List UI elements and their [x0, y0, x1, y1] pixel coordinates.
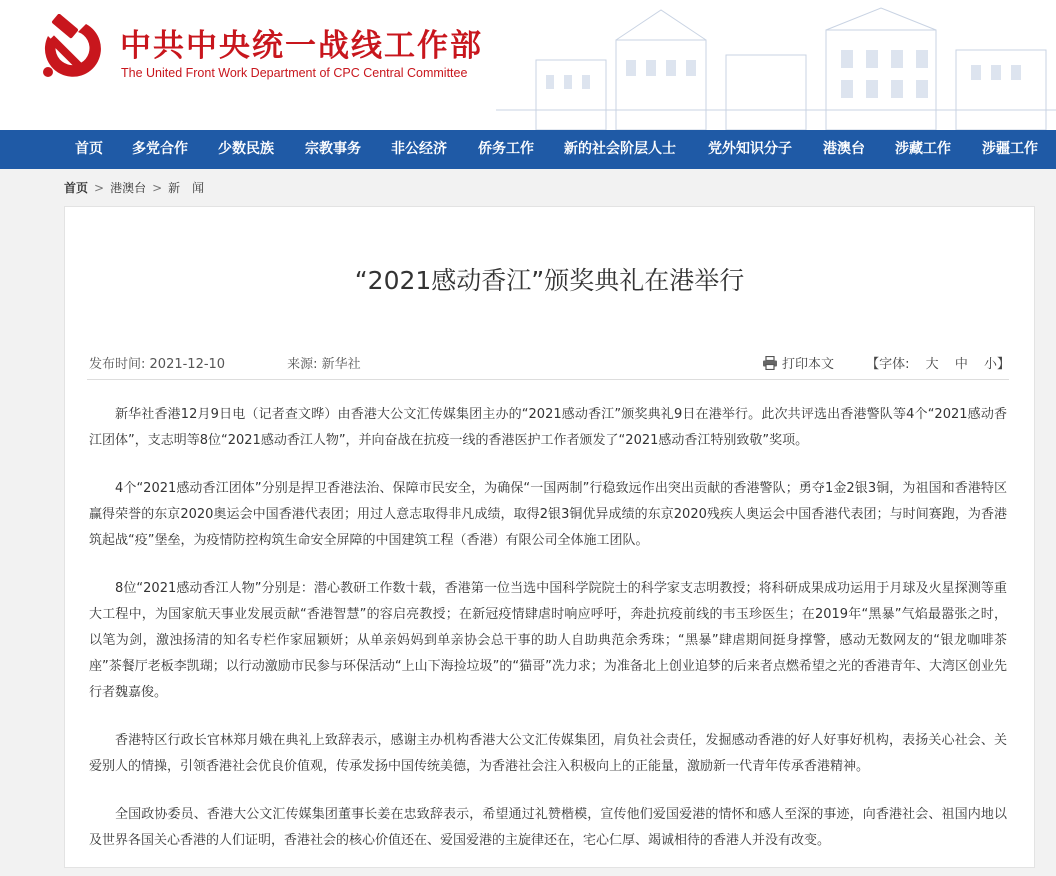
- building-illustration: [496, 0, 1056, 130]
- article-meta: [89, 353, 361, 372]
- nav-item-intellectuals[interactable]: 党外知识分子: [708, 141, 792, 157]
- article-paragraph: 新华社香港12月9日电（记者查文晔）由香港大公文汇传媒集团主办的“2021感动香江”颁奖典礼9日在港举行。此次共评选出香港警队等4个“2021感动香江团体”，支志明等8位“2021感动香江人物”，并向奋战在抗疫一线的香港医护工作者颁发了“2021感动香江特别致敬”奖项。: [89, 407, 1007, 448]
- site-title: 中共中央统一战线工作部: [120, 28, 483, 64]
- site-subtitle: The United Front Work Department of CPC Central Committee: [121, 66, 468, 80]
- print-button[interactable]: [762, 357, 838, 372]
- nav-item-home[interactable]: 首页: [75, 141, 103, 157]
- publish-label: 发布时间:: [89, 357, 146, 372]
- nav-item-ethnic[interactable]: 少数民族: [218, 141, 274, 157]
- site-header: [0, 0, 1056, 130]
- article-body: [89, 402, 1007, 876]
- source-label: 来源:: [287, 357, 318, 372]
- nav-item-new-social-strata[interactable]: 新的社会阶层人士: [564, 141, 676, 157]
- publish-date: 2021-12-10: [149, 357, 226, 372]
- nav-item-xinjiang[interactable]: 涉疆工作: [982, 141, 1038, 157]
- article-paragraph: 4个“2021感动香江团体”分别是捍卫香港法治、保障市民安全，为确保“一国两制”行稳致远作出突出贡献的香港警队；勇夺1金2银3铜，为祖国和香港特区赢得荣誉的东京2020奥运会中国香港代表团；用过人意志取得非凡成绩，取得2银3铜优异成绩的东京2020残疾人奥运会中国香港代表团；与时间赛跑，为香港筑起战“疫”堡垒，为疫情防控构筑生命安全屏障的中国建筑工程（香港）有限公司全体施工团队。: [89, 481, 1007, 548]
- source-value: 新华社: [321, 357, 361, 372]
- hammer-sickle-icon: [34, 14, 104, 84]
- print-label: 打印本文: [781, 357, 834, 372]
- breadcrumb: [64, 179, 204, 196]
- article-title: “2021感动香江”颁奖典礼在港举行: [354, 266, 745, 295]
- nav-item-hk-macao-tw[interactable]: 港澳台: [823, 141, 865, 157]
- nav-item-tibet[interactable]: 涉藏工作: [895, 141, 951, 157]
- font-size-label: 【字体:: [866, 357, 910, 372]
- font-large-button[interactable]: 大: [925, 357, 939, 372]
- article-paragraph: 香港特区行政长官林郑月娥在典礼上致辞表示，感谢主办机构香港大公文汇传媒集团，肩负社会责任，发掘感动香港的好人好事好机构，表扬关心社会、关爱别人的情操，引领香港社会优良价值观，传承发扬中国传统美德，为香港社会注入积极向上的正能量，激励新一代青年传承香港精神。: [89, 733, 1007, 774]
- nav-item-overseas[interactable]: 侨务工作: [478, 141, 534, 157]
- article-card: [64, 206, 1035, 868]
- nav-item-nonpublic-economy[interactable]: 非公经济: [391, 141, 447, 157]
- breadcrumb-news[interactable]: 新 闻: [168, 181, 205, 195]
- nav-item-religion[interactable]: 宗教事务: [305, 141, 361, 157]
- meta-divider: [87, 379, 1009, 380]
- breadcrumb-hk-macao-tw[interactable]: 港澳台: [110, 181, 147, 195]
- article-paragraph: 8位“2021感动香江人物”分别是：潜心教研工作数十载，香港第一位当选中国科学院院士的科学家支志明教授；将科研成果成功运用于月球及火星探测等重大工程中，为国家航天事业发展贡献“香港智慧”的容启亮教授；在新冠疫情肆虐时响应呼吁，奔赴抗疫前线的韦玉珍医生；在2019年“黑暴”气焰最嚣张之时，以笔为剑，激浊扬清的知名专栏作家屈颖妍；从单亲妈妈到单亲协会总干事的助人自助典范余秀珠；“黑暴”肆虐期间挺身撑警，感动无数网友的“银龙咖啡茶座”茶餐厅老板李凯瑚；以行动激励市民参与环保活动“上山下海捡垃圾”的“猫哥”冼力求；为准备北上创业追梦的后来者点燃希望之光的香港青年、大湾区创业先行者魏嘉俊。: [89, 581, 1007, 700]
- font-small-button[interactable]: 小】: [983, 357, 1010, 372]
- nav-item-multiparty[interactable]: 多党合作: [132, 141, 188, 157]
- breadcrumb-separator: >: [94, 181, 105, 195]
- font-medium-button[interactable]: 中: [954, 357, 968, 372]
- main-nav: [0, 130, 1056, 169]
- article-tools: [762, 353, 1010, 372]
- breadcrumb-home[interactable]: 首页: [64, 181, 89, 195]
- printer-icon: [762, 356, 778, 370]
- article-paragraph: 全国政协委员、香港大公文汇传媒集团董事长姜在忠致辞表示，希望通过礼赞楷模，宣传他们爱国爱港的情怀和感人至深的事迹，向香港社会、祖国内地以及世界各国关心香港的人们证明，香港社会的核心价值还在、爱国爱港的主旋律还在，宅心仁厚、竭诚相待的香港人并没有改变。: [89, 807, 1007, 848]
- breadcrumb-separator: >: [152, 181, 163, 195]
